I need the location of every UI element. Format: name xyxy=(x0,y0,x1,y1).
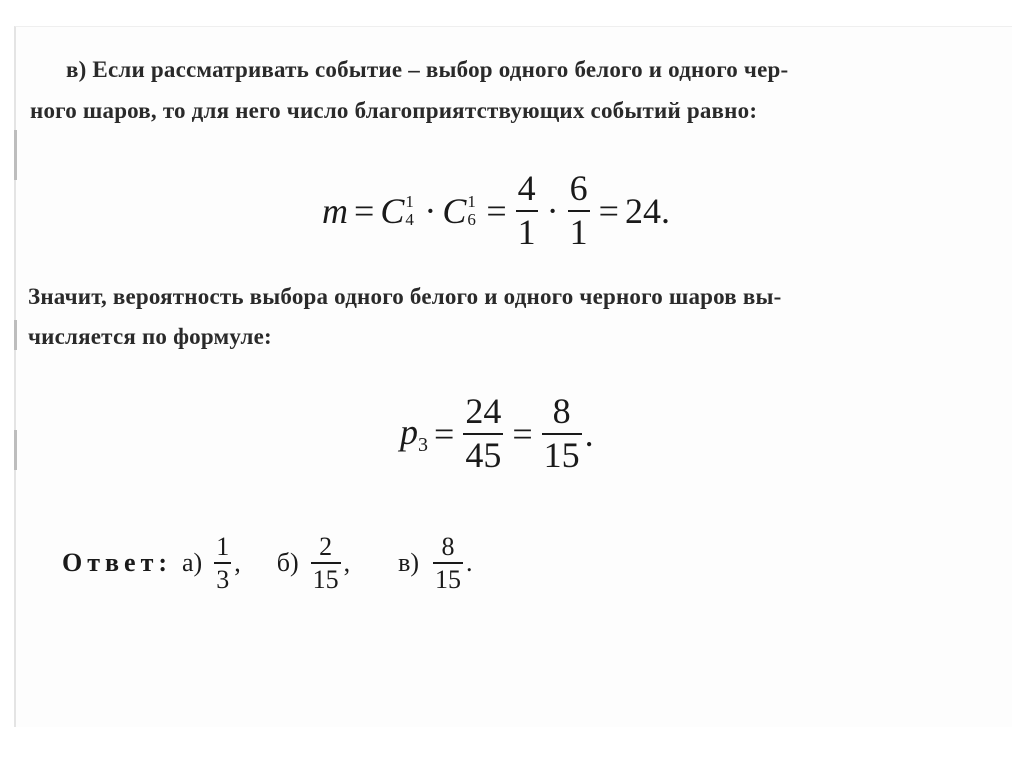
margin-mark xyxy=(14,130,17,180)
answer-a-fraction: $\frac{1}{3}$ xyxy=(216,532,230,595)
answer-b-sep: , xyxy=(343,548,351,578)
answer-line xyxy=(62,533,473,594)
formula-m-lhs: m xyxy=(322,190,348,231)
fraction-4-1: $\frac{4}{1}$ xyxy=(517,168,536,252)
paragraph2-line2: числяется по формуле: xyxy=(28,324,272,349)
answer-b-label: б) xyxy=(276,548,299,578)
combination-c-6-1: C 1 6 xyxy=(442,190,476,231)
equals-sign: = xyxy=(434,413,455,454)
formula-p3 xyxy=(400,393,594,475)
answer-v-label: в) xyxy=(398,548,420,578)
dot-operator: · xyxy=(424,190,437,231)
answer-a-sep: , xyxy=(234,548,241,578)
answer-b-fraction: $\frac{2}{15}$ xyxy=(312,532,339,595)
answer-v-fraction: $\frac{8}{15}$ xyxy=(435,532,462,595)
dot-operator: · xyxy=(546,190,559,231)
answer-label: Ответ: xyxy=(62,548,173,578)
answer-v-sep: . xyxy=(466,548,473,578)
margin-mark xyxy=(14,430,17,470)
paragraph1-line1: в) Если рассматривать событие – выбор одного белого и одного чер- xyxy=(66,57,789,82)
equals-sign: = xyxy=(486,190,507,231)
fraction-6-1: $\frac{6}{1}$ xyxy=(569,168,588,252)
equals-sign: = xyxy=(598,190,619,231)
paragraph2-line1: Значит, вероятность выбора одного белого и одного черного шаров вы- xyxy=(28,284,782,309)
fraction-8-15: $\frac{8}{15}$ xyxy=(543,391,580,475)
fraction-24-45: $\frac{24}{45}$ xyxy=(465,391,502,475)
formula-p3-end: . xyxy=(584,413,594,454)
formula-p3-lhs: p3 xyxy=(400,411,428,456)
margin-mark xyxy=(14,320,17,350)
answer-a-label: а) xyxy=(182,548,203,578)
formula-m-result: 24. xyxy=(624,190,670,231)
paragraph1-line2: ного шаров, то для него число благоприятствующих событий равно: xyxy=(30,98,758,123)
equals-sign: = xyxy=(512,413,533,454)
combination-c-4-1: C 1 4 xyxy=(380,190,414,231)
formula-m xyxy=(322,170,670,252)
document-page xyxy=(14,26,1012,727)
equals-sign: = xyxy=(354,190,375,231)
